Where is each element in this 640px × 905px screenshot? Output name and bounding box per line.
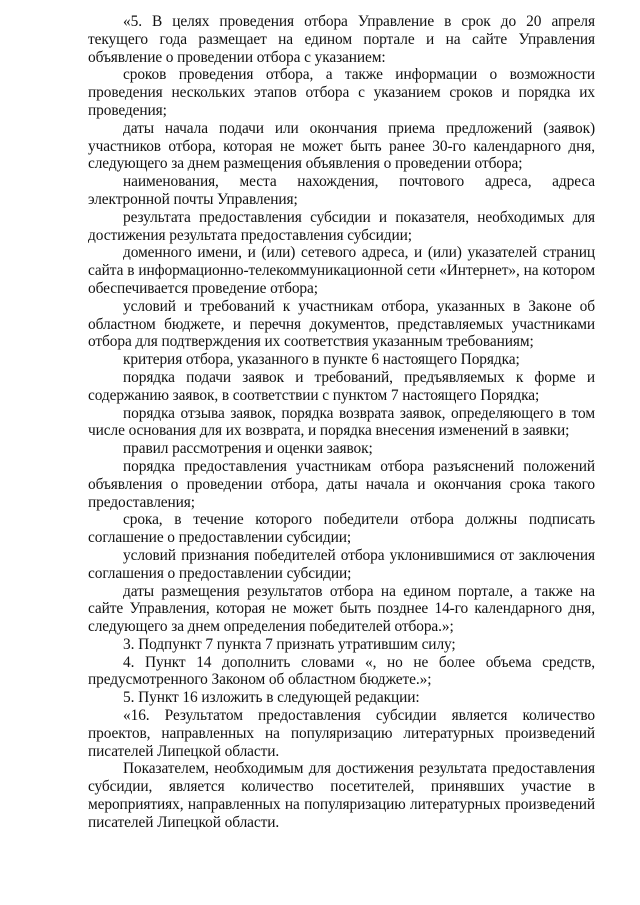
paragraph-selection-deadlines: сроков проведения отбора, а также информации о возможности проведения нескольких этапов отбора с указанием сроков и порядка их проведения; [88,66,595,119]
paragraph-review-rules: правил рассмотрения и оценки заявок; [123,440,373,458]
paragraph-results-publication: даты размещения результатов отбора на едином портале, а также на сайте Управления, которая не может быть позднее 14-го календарного дня, следующего за днем определения победителей отбора.»; [88,582,595,636]
paragraph-participant-requirements: условий и требований к участникам отбора, указанных в Законе об областном бюджете, и перечня документов, представляемых участниками отбора для подтверждения их соответствия указанным требованиям; [88,297,595,351]
paragraph-subsidy-result: результата предоставления субсидии и показателя, необходимых для достижения результата предоставления субсидии; [88,208,595,244]
paragraph-application-dates: даты начала подачи или окончания приема предложений (заявок) участников отбора, которая не может быть ранее 30-го календарного дня, следующего за днем размещения объявления о проведении отбора; [88,119,595,173]
paragraph-clarifications: порядка предоставления участникам отбора разъяснений положений объявления о проведении отбора, даты начала и окончания срока такого предоставления; [88,457,595,511]
paragraph-evasion-conditions: условий признания победителей отбора уклонившимися от заключения соглашения о предоставлении субсидии; [88,546,595,582]
paragraph-application-procedure: порядка подачи заявок и требований, предъявляемых к форме и содержанию заявок, в соответствии с пунктом 7 настоящего Порядка; [88,368,595,404]
paragraph-selection-criterion: критерия отбора, указанного в пункте 6 настоящего Порядка; [123,351,520,369]
paragraph-clause-5-intro: «5. В целях проведения отбора Управление в срок до 20 апреля текущего года размещает на едином портале и на сайте Управления объявление о проведении отбора с указанием: [88,13,595,66]
paragraph-indicator: Показателем, необходимым для достижения результата предоставления субсидии, является количество посетителей, принявших участие в мероприятиях, направленных на популяризацию литературных произведений писателей Липецкой области. [88,760,595,831]
paragraph-item-5: 5. Пункт 16 изложить в следующей редакции: [123,689,420,707]
paragraph-application-withdrawal: порядка отзыва заявок, порядка возврата заявок, определяющего в том числе основания для их возврата, и порядка внесения изменений в заявки; [88,404,595,440]
paragraph-domain-name: доменного имени, и (или) сетевого адреса, и (или) указателей страниц сайта в информационно-телекоммуникационной сети «Интернет», на котором обеспечивается проведение отбора; [88,244,595,297]
paragraph-item-4: 4. Пункт 14 дополнить словами «, но не более объема средств, предусмотренного Законом об областном бюджете.»; [88,653,595,689]
document-page [88,13,595,832]
paragraph-clause-16: «16. Результатом предоставления субсидии является количество проектов, направленных на популяризацию литературных произведений писателей Липецкой области. [88,707,595,760]
paragraph-signing-deadline: срока, в течение которого победители отбора должны подписать соглашение о предоставлении субсидии; [88,511,595,547]
paragraph-item-3: 3. Подпункт 7 пункта 7 признать утратившим силу; [123,635,456,653]
paragraph-department-address: наименования, места нахождения, почтового адреса, адреса электронной почты Управления; [88,173,595,208]
